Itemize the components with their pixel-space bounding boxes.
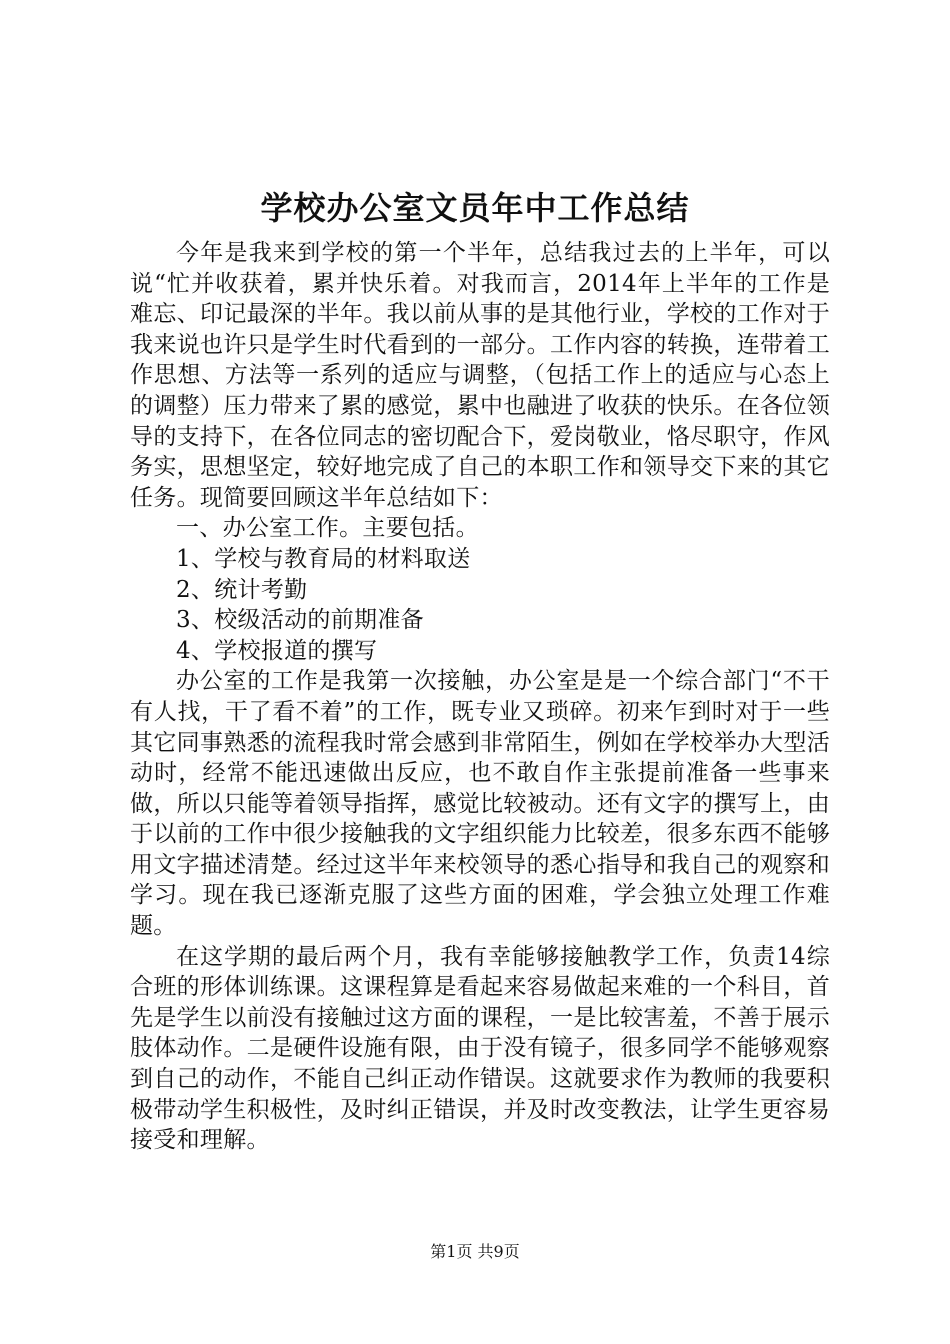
teaching-paragraph: 在这学期的最后两个月，我有幸能够接触教学工作，负责14综合班的形体训练课。这课程算是看起来容易做起来难的一个科目，首先是学生以前没有接触过这方面的课程，一是比较害羞，不善于展示肢体动作。二是硬件设施有限，由于没有镜子，很多同学不能够观察到自己的动作，不能自己纠正动作错误。这就要求作为教师的我要积极带动学生积极性，及时纠正错误，并及时改变教法，让学生更容易接受和理解。 <box>130 943 830 1154</box>
list-item: 1、学校与教育局的材料取送 <box>176 545 471 572</box>
list-item: 4、学校报道的撰写 <box>176 637 378 664</box>
section-heading: 一、办公室工作。主要包括。 <box>176 515 479 542</box>
intro-paragraph: 今年是我来到学校的第一个半年，总结我过去的上半年，可以说“忙并收获着，累并快乐着。对我而言，2014年上半年的工作是难忘、印记最深的半年。我以前从事的是其他行业，学校的工作对于我来说也许只是学生时代看到的一部分。工作内容的转换，连带着工作思想、方法等一系列的适应与调整，（包括工作上的适应与心态上的调整）压力带来了累的感觉，累中也融进了收获的快乐。在各位领导的支持下，在各位同志的密切配合下，爱岗敬业，恪尽职守，作风务实，思想坚定，较好地完成了自己的本职工作和领导交下来的其它任务。现简要回顾这半年总结如下： <box>130 240 830 511</box>
document-body <box>130 238 830 1156</box>
list-item: 2、统计考勤 <box>176 576 308 603</box>
office-work-paragraph: 办公室的工作是我第一次接触，办公室是是一个综合部门“不干有人找，干了看不着”的工作，既专业又琐碎。初来乍到时对于一些其它同事熟悉的流程我时常会感到非常陌生，例如在学校举办大型活动时，经常不能迅速做出反应，也不敢自作主张提前准备一些事来做，所以只能等着领导指挥，感觉比较被动。还有文字的撰写上，由于以前的工作中很少接触我的文字组织能力比较差，很多东西不能够用文字描述清楚。经过这半年来校领导的悉心指导和我自己的观察和学习。现在我已逐渐克服了这些方面的困难，学会独立处理工作难题。 <box>130 668 830 940</box>
document-title: 学校办公室文员年中工作总结 <box>260 189 690 227</box>
page-number-footer: 第1页 共9页 <box>430 1242 520 1261</box>
list-item: 3、校级活动的前期准备 <box>176 607 424 634</box>
